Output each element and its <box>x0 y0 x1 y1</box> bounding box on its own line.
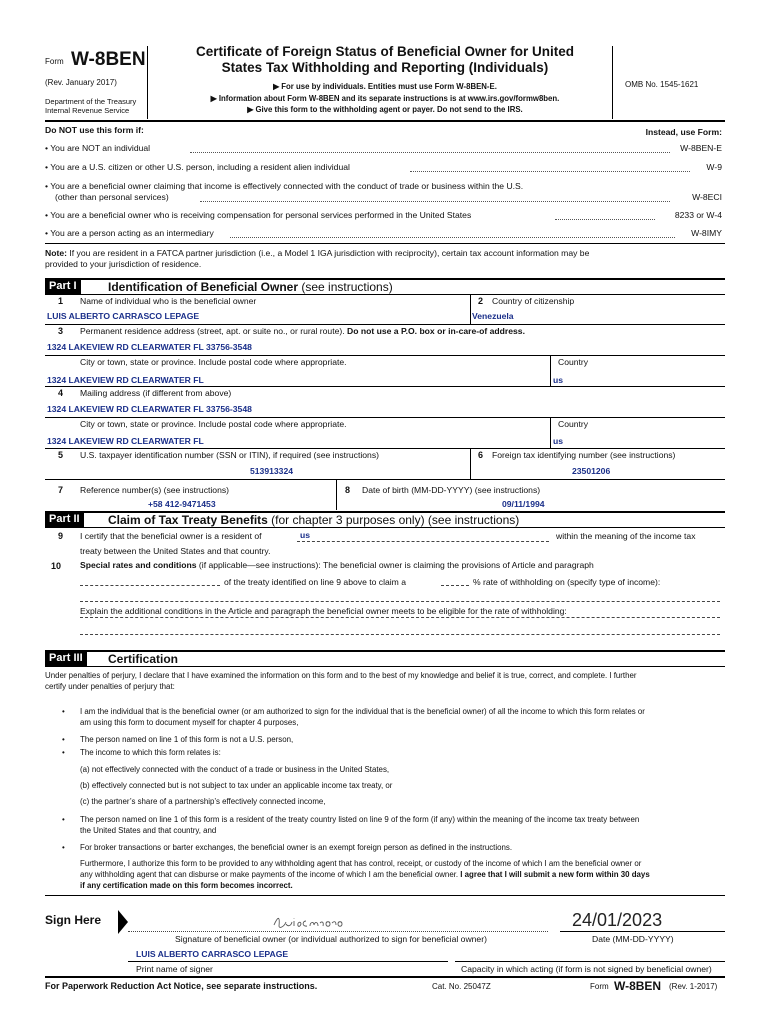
footer-form-name: W-8BEN <box>614 979 662 993</box>
cert-authorization-cont: any withholding agent that can disburse or make payments of the income of which I am the beneficial owner. I agree that I will submit a new form within 30 days <box>80 870 650 879</box>
cert-sub-item: (b) effectively connected but is not subject to tax under an applicable income tax treaty, or <box>80 781 393 790</box>
instruction-1: ▶ For use by individuals. Entities must use Form W-8BEN-E. <box>273 82 497 91</box>
form-name: W-8BEN <box>71 49 146 70</box>
line7-number: 7 <box>58 485 64 495</box>
alt-form: W-8IMY <box>691 228 722 238</box>
exclusion-row: • You are a person acting as an intermediary <box>45 228 214 238</box>
part1-title: Identification of Beneficial Owner (see instructions) <box>108 280 393 294</box>
part1-tag: Part I <box>45 279 81 294</box>
line3-city-label: City or town, state or province. Include postal code where appropriate. <box>80 357 347 367</box>
cert-bullet: • I am the individual that is the beneficial owner (or am authorized to sign for the individual that is the beneficial owner) of all the income to which this form relates or <box>80 707 645 716</box>
form-title-line2: States Tax Withholding and Reporting (Individuals) <box>221 60 549 75</box>
cert-authorization-end: if any certification made on this form becomes incorrect. <box>80 881 293 890</box>
us-tin-field[interactable]: 513913324 <box>250 466 294 476</box>
cert-intro-cont: certify under penalties of perjury that: <box>45 682 175 691</box>
line9-number: 9 <box>58 531 64 541</box>
cert-bullet-cont: the United States and that country, and <box>80 826 217 835</box>
line1-number: 1 <box>58 296 64 306</box>
line3-number: 3 <box>58 326 64 336</box>
print-name-label: Print name of signer <box>136 964 213 974</box>
part3-title: Certification <box>108 652 179 666</box>
line4-country-label: Country <box>558 419 589 429</box>
exclusion-row: • You are a U.S. citizen or other U.S. person, including a resident alien individual <box>45 162 350 172</box>
paperwork-notice: For Paperwork Reduction Act Notice, see separate instructions. <box>45 981 318 991</box>
cert-authorization: Furthermore, I authorize this form to be provided to any withholding agent that has control, receipt, or custody of the income of which I am the beneficial owner or <box>80 859 642 868</box>
line7-label: Reference number(s) (see instructions) <box>80 485 230 495</box>
cert-intro: Under penalties of perjury, I declare that I have examined the information on this form and to the best of my knowledge and belief it is true, correct, and complete. I further <box>45 671 637 680</box>
do-not-use-heading: Do NOT use this form if: <box>45 125 144 135</box>
line6-number: 6 <box>478 450 484 460</box>
cert-bullet: • The person named on line 1 of this form is not a U.S. person, <box>80 735 293 744</box>
instead-heading: Instead, use Form: <box>645 127 722 137</box>
line10-text: Special rates and conditions (if applicable—see instructions): The beneficial owner is claiming the provisions of Article and paragraph <box>80 560 594 570</box>
line4-label: Mailing address (if different from above) <box>80 388 232 398</box>
department: Department of the Treasury <box>45 97 137 106</box>
note: Note: If you are resident in a FATCA partner jurisdiction (i.e., a Model 1 IGA jurisdiction with reciprocity), certain tax account information may be <box>45 248 590 258</box>
cert-bullet: • The person named on line 1 of this form is a resident of the treaty country listed on line 9 of the form (if any) within the meaning of the income tax treaty between <box>80 815 639 824</box>
date-of-birth-field[interactable]: 09/11/1994 <box>502 499 545 509</box>
mailing-address-field[interactable]: 1324 LAKEVIEW RD CLEARWATER FL 33756-3548 <box>47 404 252 414</box>
alt-form: W-8BEN-E <box>680 143 722 153</box>
part2-title: Claim of Tax Treaty Benefits (for chapter 3 purposes only) (see instructions) <box>108 513 520 527</box>
beneficial-owner-name-field[interactable]: LUIS ALBERTO CARRASCO LEPAGE <box>47 311 200 321</box>
line1-label: Name of individual who is the beneficial owner <box>80 296 257 306</box>
income-type-field[interactable] <box>80 601 720 602</box>
signature-image[interactable] <box>270 912 350 932</box>
line8-number: 8 <box>345 485 351 495</box>
alt-form: W-8ECI <box>692 192 722 202</box>
signer-name-field[interactable]: LUIS ALBERTO CARRASCO LEPAGE <box>136 949 289 959</box>
line9-text: I certify that the beneficial owner is a resident of <box>80 531 262 541</box>
exclusion-row: • You are a beneficial owner who is receiving compensation for personal services performed in the United States <box>45 210 472 220</box>
line9-text-b: within the meaning of the income tax <box>556 531 696 541</box>
line10-number: 10 <box>51 561 62 571</box>
revision: (Rev. January 2017) <box>45 78 117 87</box>
conditions-field[interactable] <box>80 617 720 618</box>
line10-text-d: Explain the additional conditions in the Article and paragraph the beneficial owner meets to be eligible for the rate of withholding: <box>80 606 567 616</box>
line6-label: Foreign tax identifying number (see instructions) <box>492 450 676 460</box>
line10-text-c: % rate of withholding on (specify type of income): <box>473 577 661 587</box>
omb-number: OMB No. 1545-1621 <box>625 80 699 89</box>
residence-city-field[interactable]: 1324 LAKEVIEW RD CLEARWATER FL <box>47 375 204 385</box>
footer-revision: (Rev. 1-2017) <box>669 982 718 991</box>
cert-bullet: • The income to which this form relates is: <box>80 748 221 757</box>
footer-form-word: Form <box>590 982 609 991</box>
line5-label: U.S. taxpayer identification number (SSN or ITIN), if required (see instructions) <box>80 450 379 460</box>
line9-text-c: treaty between the United States and that country. <box>80 546 271 556</box>
exclusion-row: • You are a beneficial owner claiming that income is effectively connected with the conduct of trade or business within the U.S. <box>45 181 524 191</box>
agency: Internal Revenue Service <box>45 106 130 115</box>
line3-label: Permanent residence address (street, apt. or suite no., or rural route). Do not use a P.O. box or in-care-of address. <box>80 326 525 336</box>
line2-label: Country of citizenship <box>492 296 575 306</box>
note-cont: provided to your jurisdiction of residence. <box>45 259 202 269</box>
line2-number: 2 <box>478 296 484 306</box>
treaty-country-field[interactable]: us <box>300 530 311 540</box>
instruction-2: ▶ Information about Form W-8BEN and its separate instructions is at www.irs.gov/formw8ben. <box>210 94 560 103</box>
mailing-city-field[interactable]: 1324 LAKEVIEW RD CLEARWATER FL <box>47 436 204 446</box>
cert-bullet-cont: am using this form to document myself for chapter 4 purposes, <box>80 718 299 727</box>
line3-country-label: Country <box>558 357 589 367</box>
residence-address-field[interactable]: 1324 LAKEVIEW RD CLEARWATER FL 33756-3548 <box>47 342 252 352</box>
line5-number: 5 <box>58 450 64 460</box>
exclusion-row: • You are NOT an individual <box>45 143 151 153</box>
signature-date-field[interactable]: 24/01/2023 <box>572 910 663 930</box>
cert-sub-item: (c) the partner’s share of a partnership’s effectively connected income, <box>80 797 326 806</box>
line4-city-label: City or town, state or province. Include postal code where appropriate. <box>80 419 347 429</box>
citizenship-field[interactable]: Venezuela <box>472 311 514 321</box>
residence-country-field[interactable]: us <box>553 375 564 385</box>
exclusion-row-cont: (other than personal services) <box>55 192 169 202</box>
part2-tag: Part II <box>45 512 84 527</box>
line10-text-b: of the treaty identified on line 9 above to claim a <box>224 577 407 587</box>
sign-here-label: Sign Here <box>45 913 102 927</box>
cert-sub-item: (a) not effectively connected with the conduct of a trade or business in the United States, <box>80 765 390 774</box>
alt-form: 8233 or W-4 <box>674 210 722 220</box>
cert-bullet: • For broker transactions or barter exchanges, the beneficial owner is an exempt foreign person as defined in the instructions. <box>80 843 512 852</box>
line4-number: 4 <box>58 388 64 398</box>
form-word: Form <box>45 57 64 66</box>
signature-label: Signature of beneficial owner (or individual authorized to sign for beneficial owner) <box>175 934 487 944</box>
date-label: Date (MM-DD-YYYY) <box>592 934 674 944</box>
alt-form: W-9 <box>706 162 722 172</box>
part3-tag: Part III <box>45 651 87 666</box>
line8-label: Date of birth (MM-DD-YYYY) (see instructions) <box>362 485 541 495</box>
foreign-tin-field[interactable]: 23501206 <box>572 466 611 476</box>
capacity-label: Capacity in which acting (if form is not signed by beneficial owner) <box>461 964 712 974</box>
reference-number-field[interactable]: +58 412-9471453 <box>148 499 216 509</box>
mailing-country-field[interactable]: us <box>553 436 564 446</box>
form-title-line1: Certificate of Foreign Status of Beneficial Owner for United <box>195 44 575 59</box>
catalog-number: Cat. No. 25047Z <box>432 982 491 991</box>
instruction-3: ▶ Give this form to the withholding agent or payer. Do not send to the IRS. <box>247 105 523 114</box>
